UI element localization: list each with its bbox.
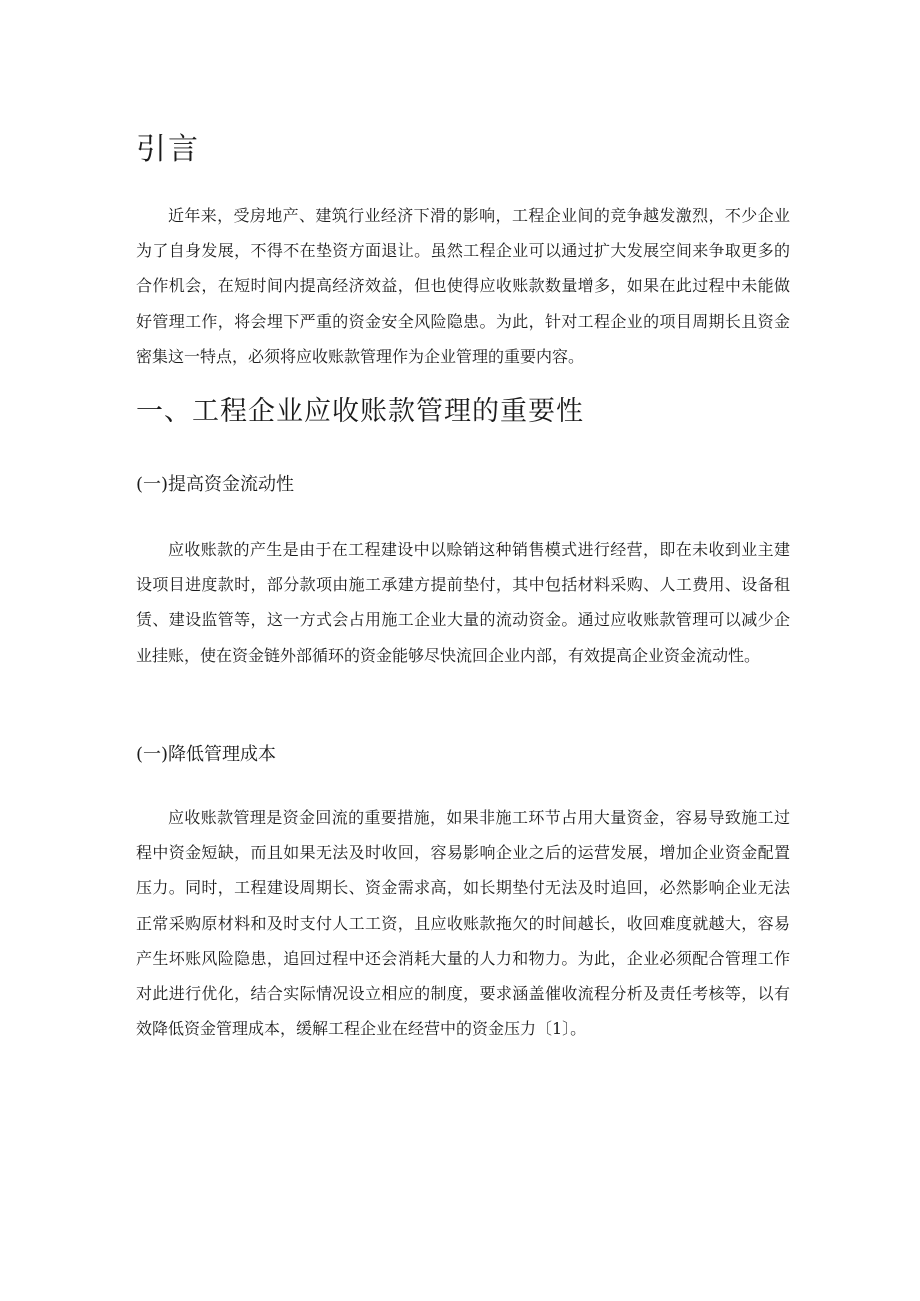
subsection-paragraph-cost: 应收账款管理是资金回流的重要措施，如果非施工环节占用大量资金，容易导致施工过程中资金短缺，而且如果无法及时收回，容易影响企业之后的运营发展，增加企业资金配置压力。同时，工程建设周期长、资金需求高，如长期垫付无法及时追回，必然影响企业无法正常采购原材料和及时支付人工工资，且应收账款拖欠的时间越长，收回难度就越大，容易产生坏账风险隐患，追回过程中还会消耗大量的人力和物力。为此，企业必须配合管理工作对此进行优化，结合实际情况设立相应的制度，要求涵盖催收流程分析及责任考核等，以有效降低资金管理成本，缓解工程企业在经营中的资金压力〔1〕。 xyxy=(136,808,790,1039)
subsection-heading-cost: (一)降低管理成本 xyxy=(136,744,277,765)
subsection-heading-liquidity: (一)提高资金流动性 xyxy=(136,474,295,495)
subsection-paragraph-liquidity: 应收账款的产生是由于在工程建设中以赊销这种销售模式进行经营，即在未收到业主建设项目进度款时，部分款项由施工承建方提前垫付，其中包括材料采购、人工费用、设备租赁、建设监管等，这一方式会占用施工企业大量的流动资金。通过应收账款管理可以减少企业挂账，使在资金链外部循环的资金能够尽快流回企业内部，有效提高企业资金流动性。 xyxy=(136,540,790,665)
section-heading: 一、工程企业应收账款管理的重要性 xyxy=(136,396,584,427)
intro-paragraph: 近年来，受房地产、建筑行业经济下滑的影响，工程企业间的竞争越发激烈，不少企业为了自身发展，不得不在垫资方面退让。虽然工程企业可以通过扩大发展空间来争取更多的合作机会，在短时间内提高经济效益，但也使得应收账款数量增多，如果在此过程中未能做好管理工作，将会埋下严重的资金安全风险隐患。为此，针对工程企业的项目周期长且资金密集这一特点，必须将应收账款管理作为企业管理的重要内容。 xyxy=(136,206,790,366)
intro-heading: 引言 xyxy=(136,132,200,167)
